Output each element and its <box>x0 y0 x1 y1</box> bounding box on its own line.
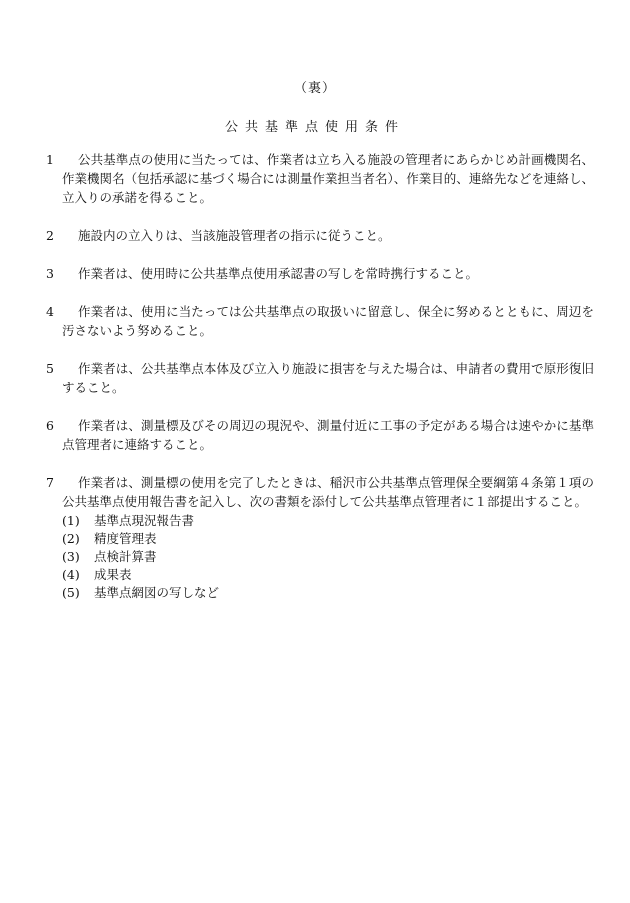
attachment-item <box>62 566 219 584</box>
clause-text: 施設内の立入りは、当該施設管理者の指示に従うこと。 <box>78 228 391 243</box>
clause-item <box>46 473 594 511</box>
clause-item <box>46 150 594 207</box>
clause-item <box>46 302 594 340</box>
attachment-item <box>62 584 219 602</box>
clause-number: 1 <box>46 152 54 167</box>
clause-item <box>46 226 594 245</box>
attachment-number: (4) <box>62 567 80 582</box>
clause-number: 6 <box>46 418 54 433</box>
clause-number: 5 <box>46 361 54 376</box>
attachment-text: 基準点網図の写しなど <box>94 585 220 600</box>
page-title: 公共基準点使用条件 <box>224 120 405 135</box>
clause-number: 2 <box>46 228 54 243</box>
attachment-number: (3) <box>62 549 80 564</box>
attachment-number: (1) <box>62 513 80 528</box>
attachment-number: (5) <box>62 585 80 600</box>
clause-text: 作業者は、使用時に公共基準点使用承認書の写しを常時携行すること。 <box>78 266 479 281</box>
attachment-text: 精度管理表 <box>94 531 157 546</box>
clause-number: 4 <box>46 304 54 319</box>
attachment-number: (2) <box>62 531 80 546</box>
clause-list <box>46 150 594 530</box>
attachment-item <box>62 512 219 530</box>
attachment-text: 基準点現況報告書 <box>94 513 195 528</box>
clause-text: 作業者は、測量標の使用を完了したときは、稲沢市公共基準点管理保全要綱第４条第１項の公共基準点使用報告書を記入し、次の書類を添付して公共基準点管理者に１部提出すること。 <box>62 475 594 509</box>
attachment-item <box>62 530 219 548</box>
clause-text: 公共基準点の使用に当たっては、作業者は立ち入る施設の管理者にあらかじめ計画機関名、作業機関名（包括承認に基づく場合には測量作業担当者名）、作業目的、連絡先などを連絡し、立入りの承諾を得ること。 <box>62 152 594 205</box>
clause-item <box>46 416 594 454</box>
clause-text: 作業者は、公共基準点本体及び立入り施設に損害を与えた場合は、申請者の費用で原形復旧すること。 <box>62 361 594 395</box>
attachment-list <box>62 512 219 602</box>
clause-number: 7 <box>46 475 54 490</box>
clause-text: 作業者は、測量標及びその周辺の現況や、測量付近に工事の予定がある場合は速やかに基準点管理者に連絡すること。 <box>62 418 594 452</box>
reverse-side-label: （裏） <box>293 81 336 96</box>
attachment-text: 成果表 <box>94 567 132 582</box>
attachment-item <box>62 548 219 566</box>
attachment-text: 点検計算書 <box>94 549 157 564</box>
clause-item <box>46 264 594 283</box>
clause-text: 作業者は、使用に当たっては公共基準点の取扱いに留意し、保全に努めるとともに、周辺を汚さないよう努めること。 <box>62 304 594 338</box>
clause-number: 3 <box>46 266 54 281</box>
clause-item <box>46 359 594 397</box>
